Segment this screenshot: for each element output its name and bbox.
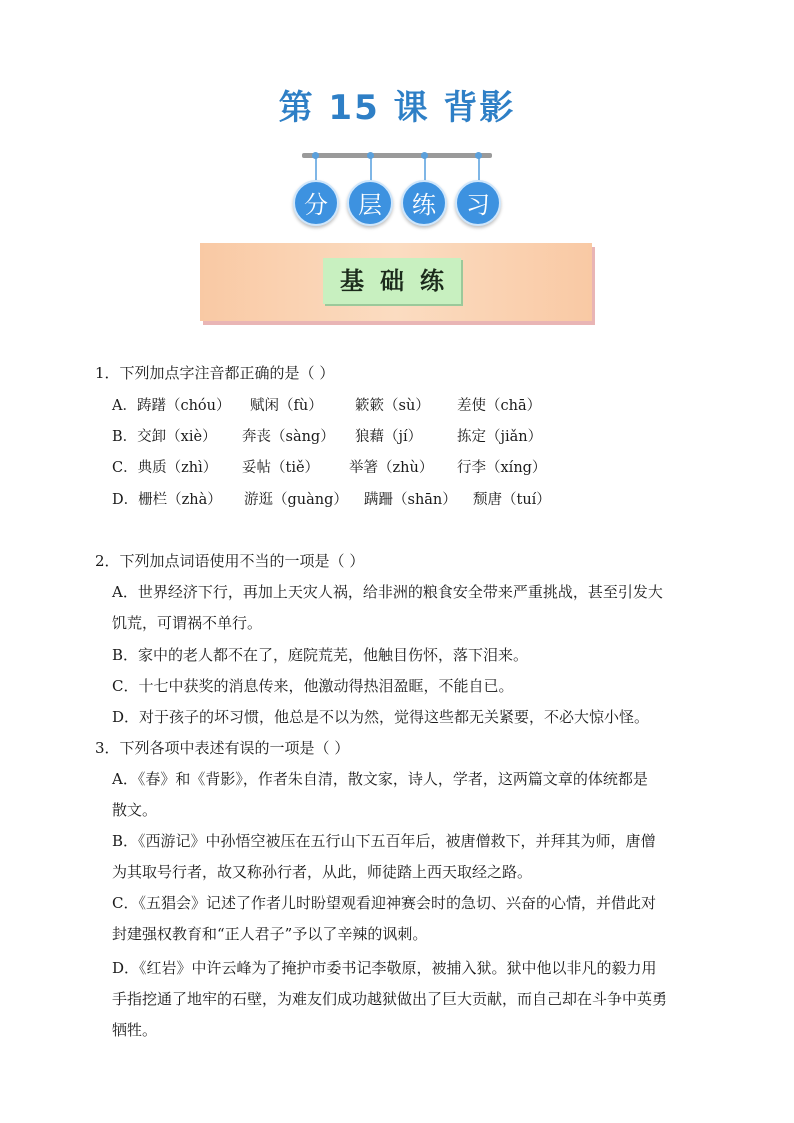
hanger-dot — [367, 152, 374, 159]
question-2-stem: 2．下列加点词语使用不当的一项是（ ） — [95, 552, 365, 570]
q1-option-a-item: 簌簌（sù） — [355, 398, 430, 414]
question-1-stem: 1．下列加点字注音都正确的是（ ） — [95, 364, 335, 382]
q2-line: C．十七中获奖的消息传来，他激动得热泪盈眶，不能自已。 — [112, 677, 514, 695]
q1-option-b-item: 狼藉（jí） — [355, 429, 423, 445]
q1-option-b-item: B．交卸（xiè） — [112, 429, 217, 445]
q1-option-b-item: 奔丧（sàng） — [242, 429, 335, 445]
page-title: 第 15 课 背影 — [278, 88, 516, 128]
q1-option-a-item: A．踌躇（chóu） — [112, 398, 231, 414]
q1-option-a-item: 差使（chā） — [457, 398, 542, 414]
q2-line: A．世界经济下行，再加上天灾人祸，给非洲的粮食安全带来严重挑战，甚至引发大 — [112, 583, 663, 601]
section-bubble: 分 — [293, 180, 339, 226]
q3-line: 手指挖通了地牢的石壁，为难友们成功越狱做出了巨大贡献，而自己却在斗争中英勇 — [112, 990, 668, 1008]
q3-line: B．《西游记》中孙悟空被压在五行山下五百年后，被唐僧救下，并拜其为师，唐僧 — [112, 832, 656, 850]
q1-option-d-item: 颓唐（tuí） — [473, 492, 551, 508]
hanger-bar — [302, 153, 492, 158]
q3-line: 为其取号行者，故又称孙行者，从此，师徒踏上西天取经之路。 — [112, 863, 533, 881]
section-bubble: 层 — [347, 180, 393, 226]
hanger-dot — [421, 152, 428, 159]
q1-option-d-item: D．栅栏（zhà） — [112, 492, 222, 508]
section-banner-label: 基础练 — [323, 258, 461, 304]
q3-line: A．《春》和《背影》，作者朱自清，散文家，诗人，学者，这两篇文章的体统都是 — [112, 770, 648, 788]
q1-option-c-item: C．典质（zhì） — [112, 460, 218, 476]
q1-option-b-item: 拣定（jiǎn） — [457, 429, 543, 445]
q2-line: B．家中的老人都不在了，庭院荒芜，他触目伤怀，落下泪来。 — [112, 646, 529, 664]
q1-option-d-item: 游逛（guàng） — [244, 492, 348, 508]
q1-option-c-item: 妥帖（tiě） — [242, 460, 320, 476]
q3-line: D．《红岩》中许云峰为了掩护市委书记李敬原，被捕入狱。狱中他以非凡的毅力用 — [112, 959, 657, 977]
q3-line: 封建强权教育和“正人君子”予以了辛辣的讽刺。 — [112, 925, 428, 943]
hanger-dot — [312, 152, 319, 159]
section-bubble: 练 — [401, 180, 447, 226]
q3-line: C．《五猖会》记述了作者儿时盼望观看迎神赛会时的急切、兴奋的心情，并借此对 — [112, 894, 656, 912]
q2-line: D．对于孩子的坏习惯，他总是不以为然，觉得这些都无关紧要，不必大惊小怪。 — [112, 708, 650, 726]
q3-line: 牺牲。 — [112, 1021, 158, 1039]
hanger-dot — [475, 152, 482, 159]
q1-option-c-item: 举箸（zhù） — [349, 460, 434, 476]
question-3-stem: 3．下列各项中表述有误的一项是（ ） — [95, 739, 350, 757]
section-bubble: 习 — [455, 180, 501, 226]
q3-line: 散文。 — [112, 801, 158, 819]
q1-option-a-item: 赋闲（fù） — [250, 398, 323, 414]
q1-option-d-item: 蹒跚（shān） — [364, 492, 457, 508]
q1-option-c-item: 行李（xíng） — [457, 460, 547, 476]
q2-line: 饥荒，可谓祸不单行。 — [112, 614, 263, 632]
